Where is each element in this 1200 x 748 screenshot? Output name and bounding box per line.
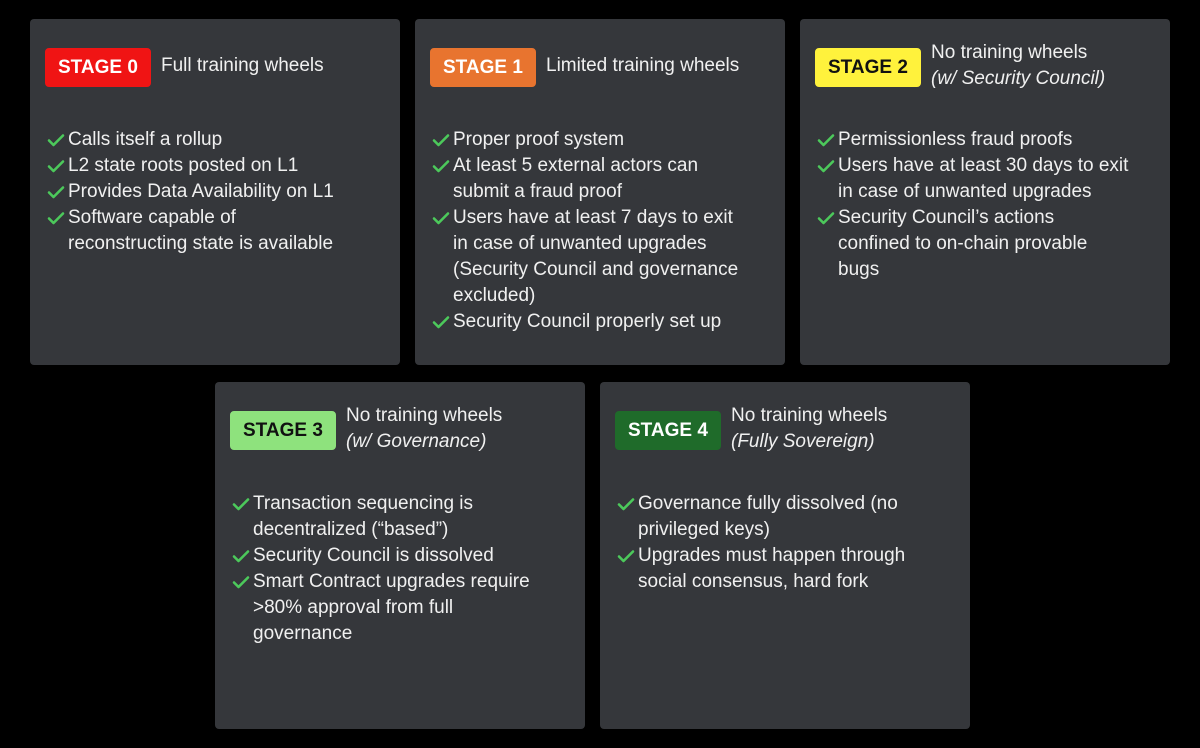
stage-subtitle-qualifier: (w/ Governance) [346,431,487,452]
stage-card-0 [30,19,400,365]
stage-card-4 [600,382,970,729]
checkmark-icon [817,159,835,173]
checkmark-icon [432,133,450,147]
checkmark-icon [232,549,250,563]
requirement-text: L2 state roots posted on L1 [68,155,299,176]
requirement-text: submit a fraud proof [453,181,622,202]
requirement-text: Proper proof system [453,129,625,150]
checkmark-icon [432,159,450,173]
stage-badge-label: STAGE 4 [628,420,708,441]
stage-subtitle [346,403,502,455]
requirement-text: privileged keys) [638,519,770,540]
stage-subtitle [731,403,887,455]
requirements-list [432,127,775,335]
stage-subtitle-line: No training wheels [931,42,1088,63]
stage-subtitle [161,53,324,79]
requirement-item [232,543,575,569]
requirement-text: Governance fully dissolved (no [638,493,898,514]
checkmark-icon [47,159,65,173]
stage-badge [815,48,921,87]
requirement-item [47,179,390,205]
requirement-text: Security Council is dissolved [253,545,494,566]
stage-badge-label: STAGE 3 [243,420,323,441]
requirements-list [617,491,960,595]
requirement-text: bugs [838,259,880,280]
stage-subtitle-qualifier: (Fully Sovereign) [731,431,875,452]
requirement-item [617,543,960,595]
stage-badge-label: STAGE 0 [58,57,138,78]
requirement-text: decentralized (“based”) [253,519,449,540]
requirement-item [47,127,390,153]
requirement-text: Upgrades must happen through [638,545,906,566]
requirement-text: (Security Council and governance [453,259,739,280]
checkmark-icon [432,315,450,329]
requirement-item [47,205,390,257]
checkmark-icon [47,133,65,147]
checkmark-icon [47,211,65,225]
requirement-item [47,153,390,179]
requirement-item [432,153,775,205]
requirement-item [432,205,775,309]
stage-subtitle-line: Limited training wheels [546,55,740,76]
requirement-text: in case of unwanted upgrades [453,233,707,254]
checkmark-icon [817,133,835,147]
requirement-text: Smart Contract upgrades require [253,571,530,592]
stage-subtitle-qualifier: (w/ Security Council) [931,68,1106,89]
checkmark-icon [817,211,835,225]
requirement-text: in case of unwanted upgrades [838,181,1092,202]
requirement-text: confined to on-chain provable [838,233,1088,254]
requirement-text: Security Council’s actions [838,207,1055,228]
requirement-text: At least 5 external actors can [453,155,699,176]
checkmark-icon [47,185,65,199]
requirement-item [817,153,1160,205]
requirement-text: Permissionless fraud proofs [838,129,1073,150]
stage-badge-label: STAGE 2 [828,57,908,78]
requirement-item [617,491,960,543]
requirement-item [232,491,575,543]
requirement-item [817,205,1160,283]
stage-subtitle [931,40,1105,92]
requirement-text: Security Council properly set up [453,311,722,332]
requirement-text: governance [253,623,353,644]
stage-subtitle [546,53,739,79]
checkmark-icon [617,497,635,511]
requirement-text: >80% approval from full [253,597,454,618]
requirement-text: excluded) [453,285,536,306]
stage-badge [45,48,151,87]
requirement-item [232,569,575,647]
requirement-text: reconstructing state is available [68,233,334,254]
stage-badge [230,411,336,450]
requirement-text: Software capable of [68,207,236,228]
stage-card-1 [415,19,785,365]
stage-badge [615,411,721,450]
requirement-item [432,309,775,335]
requirement-item [817,127,1160,153]
stage-subtitle-line: No training wheels [346,405,503,426]
stage-card-2 [800,19,1170,365]
stage-badge-label: STAGE 1 [443,57,523,78]
stage-badge [430,48,536,87]
stage-subtitle-line: Full training wheels [161,55,324,76]
stage-card-3 [215,382,585,729]
requirement-text: Users have at least 30 days to exit [838,155,1129,176]
requirements-list [47,127,390,257]
checkmark-icon [432,211,450,225]
requirement-text: Users have at least 7 days to exit [453,207,733,228]
requirement-text: Transaction sequencing is [253,493,474,514]
requirement-text: social consensus, hard fork [638,571,869,592]
requirement-item [432,127,775,153]
requirement-text: Provides Data Availability on L1 [68,181,334,202]
checkmark-icon [232,575,250,589]
stage-subtitle-line: No training wheels [731,405,888,426]
checkmark-icon [232,497,250,511]
checkmark-icon [617,549,635,563]
requirements-list [817,127,1160,283]
requirement-text: Calls itself a rollup [68,129,223,150]
requirements-list [232,491,575,647]
